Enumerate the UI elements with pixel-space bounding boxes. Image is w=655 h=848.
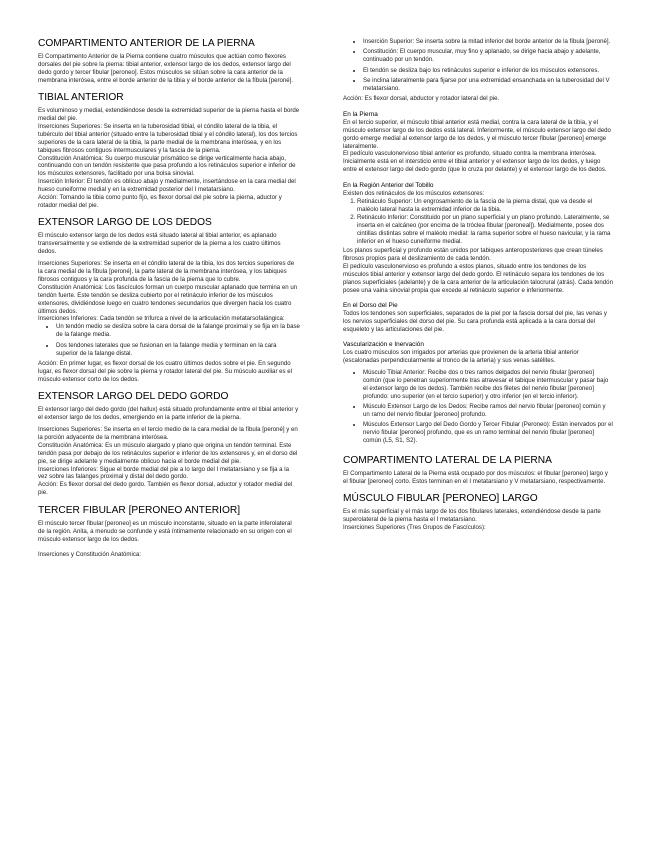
- paragraph: Es el más superficial y el más largo de los dos fibulares laterales, extendiéndose desde la parte superolateral de la pierna hasta el I metatarsiano.: [343, 508, 601, 524]
- section-title-tibial-anterior: TIBIAL ANTERIOR: [38, 92, 124, 104]
- paragraph: Acción: En primer lugar, es flexor dorsal de los cuatro últimos dedos sobre el pie. En segundo lugar, es flexor dorsal del pie sobre la pierna y rotador lateral del pie. Su músculo auxiliar es el músculo extensor corto de los dedos.: [38, 360, 293, 383]
- list-item: • Inserción Superior: Se inserta sobre la mitad inferior del borde anterior de la fíbula [peroné].: [363, 38, 613, 46]
- list-item: • Un tendón medio se desliza sobre la cara dorsal de la falange proximal y se fija en la base de la falange media.: [56, 323, 300, 339]
- paragraph: El Compartimento Lateral de la Pierna está ocupado por dos músculos: el fibular [peroneo] largo y el fibular [peroneo] corto. Estos terminan en el I metatarsiano y V metatarsiano, respectivamente.: [343, 470, 608, 486]
- paragraph: El Compartimento Anterior de la Pierna contiene cuatro músculos que actúan como flexores dorsales del pie sobre la pierna: tibial anterior, extensor largo de los dedos, extensor largo del dedo gordo y tercer fibular [peroneo]. Estos músculos se sitúan sobre la cara anterior de la membrana interósea, entre el borde anterior de la tibia y el borde anterior de la fíbula [peroné].: [38, 53, 294, 84]
- paragraph: Todos los tendones son superficiales, separados de la piel por la fascia dorsal del pie, las venas y los nervios superficiales del dorso del pie. Su cara profunda está aplicada a la cara dorsal del esqueleto y las articulaciones del pie.: [343, 309, 607, 333]
- bullet-list: [38, 323, 300, 357]
- paragraph: Constitución Anatómica: Los fascículos forman un cuerpo muscular aplanado que termina en un tendón fuerte. Este tendón se desliza cubierto por el retináculo inferior de los músculos extensores, dividiéndose luego en cuatro tendones secundarios que divergen hacia los cuatro últimos dedos.: [38, 283, 298, 315]
- section-title-fibularis-longus: MÚSCULO FIBULAR [PERONEO] LARGO: [343, 493, 538, 505]
- section-title-extensor-digitorum: EXTENSOR LARGO DE LOS DEDOS: [38, 217, 212, 229]
- paragraph: Acción: Es flexor dorsal, abductor y rotador lateral del pie.: [343, 95, 500, 103]
- list-item: • El tendón se desliza bajo los retináculos superior e inferior de los músculos extensores.: [363, 67, 613, 75]
- paragraph: El músculo extensor largo de los dedos está situado lateral al tibial anterior, es aplanado transversalmente y se extiende de la extremidad superior de la pierna a los cuatro últimos dedos.: [38, 232, 281, 256]
- list-item: 2. Retináculo Inferior: Constituido por un plano superficial y un plano profundo. Lateralmente, se inserta en el calcáneo (por encima de la tróclea fibular [peroneal]). Medialmente, posee dos cintillas distintas sobre el maléolo medial: la rama superior sobre el hueso navicular, y la rama inferior en el hueso cuneiforme medial.: [357, 214, 613, 246]
- paragraph: Inserciones Superiores: Se inserta en el cóndilo lateral de la tibia, los dos tercios superiores de la cara medial de la fíbula [peroné], la parte lateral de la membrana interósea, y los tabiques fibrosos contiguos y la cara profunda de la fascia de la pierna que lo cubre.: [38, 260, 295, 283]
- paragraph: El músculo tercer fibular [peroneo] es un músculo inconstante, situado en la parte inferolateral de la región. Anita, a menudo se confunde y está íntimamente relacionado en su origen con el músculo extensor largo de los dedos.: [38, 519, 292, 543]
- subheading: En la Pierna: [343, 110, 378, 118]
- paragraph: Los planos superficial y profundo están unidos por tabiques anteroposteriores que crean túneles fibrosos propios para el deslizamiento de cada tendón.: [343, 247, 603, 262]
- list-item: • Músculos Extensor Largo del Dedo Gordo y Tercer Fibular (Peroneo): Están inervados por el nervio fibular [peroneo] profundo, que es un ramo terminal del nervio fibular [peroneo] común (L5, S1, S2).: [363, 421, 613, 445]
- list-item: • Músculo Extensor Largo de los Dedos: Recibe ramos del nervio fibular [peroneo] común y un ramo del nervio fibular [peroneo] profundo.: [363, 403, 613, 419]
- paragraph: Acción: Es flexor dorsal del dedo gordo. También es flexor dorsal, aductor y rotador medial del pie.: [38, 481, 293, 497]
- subheading: En el Dorso del Pie: [343, 301, 398, 309]
- list-item: • Se inclina lateralmente para fijarse por una extremidad ensanchada en la tuberosidad del V metatarsiano.: [363, 77, 613, 93]
- list-item: • Músculo Tibial Anterior: Recibe dos o tres ramos delgados del nervio fibular [peroneo] común (que lo penetran superiormente tras atravesar el tabique intermuscular y pasar bajo el extensor largo de los dedos). También recibe dos filetes del nervio fibular [peroneo] profundo: uno superior (en el tercio superior) y otro inferior (en el tercio inferior).: [363, 369, 613, 401]
- paragraph: Inserciones y Constitución Anatómica:: [38, 550, 141, 558]
- paragraph: En el tercio superior, el músculo tibial anterior está medial, contra la cara lateral de la tibia, y el músculo extensor largo de los dedos está lateral. Inferiormente, el músculo extensor largo del dedo gordo emerge medial al extensor largo de los dedos, y el músculo tercer fibular [peroneo] emerge lateralmente.: [343, 118, 611, 150]
- left-column: [38, 38, 300, 559]
- paragraph: Constitución Anatómica: Es un músculo alargado y plano que origina un tendón terminal. Este tendón pasa por debajo de los retináculos superior e inferior de los extensores y, en el dorso del pie, se dirige adelante y medialmente oblicuo hacia el borde medial del pie.: [38, 441, 298, 465]
- paragraph: Inserciones Inferiores: Sigue el borde medial del pie a lo largo del I metatarsiano y se fija a la vez sobre las falanges proximal y distal del dedo gordo.: [38, 465, 289, 481]
- paragraph: Es voluminoso y medial, extendiéndose desde la extremidad superior de la pierna hasta el borde medial del pie.: [38, 107, 300, 123]
- section-title-fibularis-tertius: TERCER FIBULAR [PERONEO ANTERIOR]: [38, 504, 241, 516]
- subheading: Vascularización e Inervación: [343, 341, 424, 349]
- paragraph: Inserciones Superiores: Se inserta en el tercio medio de la cara medial de la fíbula [peroné] y en la porción adyacente de la membrana interósea.: [38, 426, 298, 441]
- paragraph: El pedículo vasculonervioso tibial anterior es profundo, situado contra la membrana interósea. Inicialmente está en el intersticio entre el tibial anterior y el extensor largo de los dedos, y luego entre el extensor largo del dedo gordo (que lo cruza por delante) y el extensor largo de los dedos.: [343, 150, 607, 174]
- paragraph: Inserciones Superiores (Tres Grupos de Fascículos):: [343, 524, 486, 532]
- list-item: • Constitución: El cuerpo muscular, muy fino y aplanado, se dirige hacia abajo y adelante, continuado por un tendón.: [363, 48, 613, 64]
- list-item: 1. Retináculo Superior: Un engrosamiento de la fascia de la pierna distal, que va desde el maléolo lateral hasta la extremidad inferior de la tibia.: [357, 198, 613, 214]
- paragraph: Acción: Tomando la tibia como punto fijo, es flexor dorsal del pie sobre la pierna, aductor y rotador medial del pie.: [38, 194, 282, 209]
- section-title-anterior-compartment: COMPARTIMENTO ANTERIOR DE LA PIERNA: [38, 38, 255, 49]
- list-item: • Dos tendones laterales que se fusionan en la falange media y terminan en la cara superior de la falange distal.: [56, 342, 300, 358]
- bullet-list: [343, 369, 613, 445]
- bullet-list: [343, 38, 613, 93]
- paragraph: Existen dos retináculos de los músculos extensores:: [343, 189, 485, 197]
- paragraph: Inserciones Superiores: Se inserta en la tuberosidad tibial, el cóndilo lateral de la tibia, el tubérculo del tibial anterior (situado entre la tuberosidad tibial y el cóndilo lateral), los dos tercios superiores de la cara lateral de la tibia, la parte medial de la membrana interósea, y en los tabiques fibrosos contiguos intermusculares y la fascia de la pierna.: [38, 122, 298, 154]
- paragraph: El extensor largo del dedo gordo (del hallux) está situado profundamente entre el tibial anterior y el extensor largo de los dedos, emergiendo en la parte inferior de la pierna.: [38, 406, 299, 422]
- section-title-extensor-hallucis: EXTENSOR LARGO DEL DEDO GORDO: [38, 391, 229, 403]
- paragraph: Inserción Inferior: El tendón es oblicuo abajo y medialmente, insertándose en la cara medial del hueso cuneiforme medial y en la extremidad posterior del I metatarsiano.: [38, 178, 296, 194]
- paragraph: Constitución Anatómica: Su cuerpo muscular prismático se dirige verticalmente hacia abajo, continuando con un tendón resistente que pasa profundo a los retináculos superior e inferior de los músculos extensores, facilitado por una bolsa sinovial.: [38, 154, 296, 178]
- section-title-lateral-compartment: COMPARTIMENTO LATERAL DE LA PIERNA: [343, 455, 552, 467]
- subheading: En la Región Anterior del Tobillo: [343, 181, 434, 189]
- right-column: [343, 38, 613, 532]
- paragraph: Los cuatro músculos son irrigados por arterias que provienen de la arteria tibial anterior (escalonadas perpendicularmente al tronco de la arteria) y sus venas satélites.: [343, 349, 579, 365]
- paragraph: El pedículo vasculonervioso es profundo a estos planos, situado entre los tendones de los músculos tibial anterior y extensor largo del dedo gordo. El retináculo separa los tendones de los planos superficiales (adelante) y de la cara anterior de la articulación talocrural (atrás). Cada tendón posee una vaina sinovial propia que excede al retináculo superior e inferiormente.: [343, 262, 613, 294]
- numbered-list: [343, 198, 613, 246]
- paragraph: Inserciones Inferiores: Cada tendón se trifurca a nivel de la articulación metatarsofalángica:: [38, 315, 285, 323]
